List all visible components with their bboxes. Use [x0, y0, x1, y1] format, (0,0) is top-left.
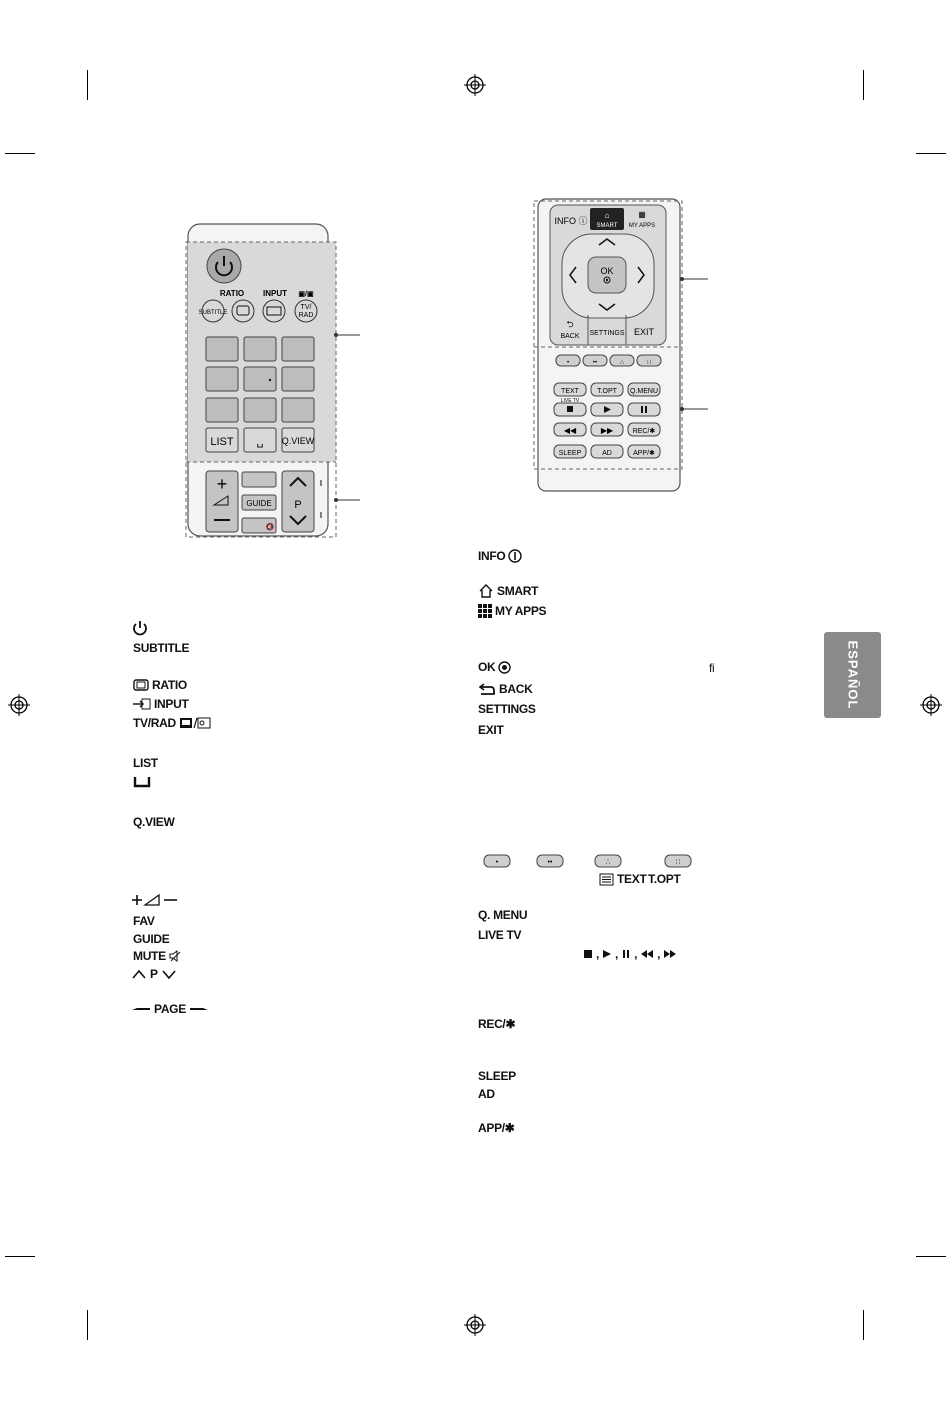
input-label: INPUT — [263, 289, 287, 298]
p-button[interactable]: P — [294, 499, 302, 511]
chevron-down-icon — [161, 968, 177, 980]
svg-text:▶▶: ▶▶ — [600, 426, 614, 435]
fi-fragment: fi — [709, 661, 715, 675]
input-icon — [133, 698, 151, 710]
svg-text:TV/: TV/ — [300, 304, 312, 311]
subtitle-button[interactable]: SUBTITLE — [198, 310, 228, 316]
topt-button[interactable]: T.OPT — [597, 388, 617, 395]
mute-text: MUTE — [133, 949, 166, 963]
back-row — [478, 682, 532, 696]
info-row — [478, 549, 522, 563]
svg-text:RAD: RAD — [298, 312, 314, 319]
language-tab — [824, 632, 881, 718]
guide-label: GUIDE — [133, 932, 170, 946]
sleep-label: SLEEP — [478, 1069, 516, 1083]
myapps-text: MY APPS — [495, 604, 547, 618]
svg-text:▦: ▦ — [638, 210, 646, 219]
back-arrow-icon — [478, 683, 496, 695]
text-button[interactable]: TEXT — [561, 388, 579, 395]
crop-mark — [87, 1310, 88, 1340]
svg-text:+: + — [216, 474, 228, 494]
home-icon — [478, 584, 494, 598]
settings-button[interactable]: SETTINGS — [589, 330, 625, 337]
ok-button[interactable]: OK — [600, 266, 614, 276]
playback-row: , , , , — [583, 947, 677, 961]
crop-mark — [916, 1256, 946, 1257]
ad-label: AD — [478, 1087, 495, 1101]
pause-icon — [621, 949, 631, 959]
registration-mark-icon — [464, 74, 486, 96]
page-row — [131, 1002, 209, 1016]
info-button[interactable]: INFO ⓘ — [554, 216, 588, 226]
smart-text: SMART — [497, 584, 539, 598]
subtitle-label: SUBTITLE — [133, 641, 190, 655]
app-label: APP/✱ — [478, 1121, 515, 1135]
text-row — [599, 872, 646, 886]
sleep-button[interactable]: SLEEP — [558, 450, 582, 457]
text-text: TEXT — [617, 872, 647, 886]
livetv-label: LIVE TV — [478, 928, 522, 942]
svg-text:∴: ∴ — [605, 859, 611, 866]
svg-text:∷: ∷ — [647, 360, 651, 366]
space-button[interactable]: ␣ — [256, 436, 264, 448]
svg-text:⌂: ⌂ — [604, 211, 610, 220]
page-left-icon — [131, 1004, 151, 1014]
qmenu-button[interactable]: Q.MENU — [630, 388, 658, 395]
p-text: P — [150, 967, 158, 981]
topt-label: T.OPT — [648, 872, 681, 886]
rec-button[interactable]: REC/✱ — [632, 428, 656, 435]
page-text: PAGE — [154, 1002, 186, 1016]
smart-button[interactable]: SMART — [596, 223, 618, 229]
chevron-up-icon — [131, 968, 147, 980]
language-tab-label: ESPAÑOL — [845, 640, 860, 710]
myapps-row — [478, 604, 546, 618]
smart-row — [478, 584, 538, 598]
back-button[interactable]: BACK — [560, 333, 580, 340]
space-icon — [133, 776, 151, 788]
volume-icon — [131, 893, 179, 907]
grid-icon — [478, 604, 492, 618]
qview-button[interactable]: Q.VIEW — [281, 436, 315, 446]
svg-text:◀◀: ◀◀ — [563, 426, 577, 435]
page-right-icon — [189, 1004, 209, 1014]
svg-text:▣/▣: ▣/▣ — [298, 291, 314, 298]
teletext-icon — [599, 873, 614, 886]
play-icon — [602, 949, 612, 959]
svg-text:🔇: 🔇 — [265, 524, 275, 531]
exit-label: EXIT — [478, 723, 504, 737]
crop-mark — [863, 70, 864, 100]
app-button[interactable]: APP/✱ — [633, 450, 655, 457]
exit-button[interactable]: EXIT — [633, 327, 655, 337]
svg-text:∴: ∴ — [620, 360, 624, 366]
power-icon — [133, 620, 147, 636]
settings-label: SETTINGS — [478, 702, 536, 716]
crop-mark — [87, 70, 88, 100]
crop-mark — [916, 153, 946, 154]
input-row — [133, 697, 189, 711]
registration-mark-icon — [8, 694, 30, 716]
info-text: INFO — [478, 549, 506, 563]
svg-text:∷: ∷ — [675, 859, 681, 866]
svg-text:⮌: ⮌ — [566, 319, 574, 329]
remote-control-diagram-1 — [180, 222, 370, 540]
svg-text:•: • — [495, 859, 499, 866]
ok-row — [478, 660, 511, 674]
crop-mark — [5, 1256, 35, 1257]
tv-radio-icon — [179, 717, 211, 729]
list-label: LIST — [133, 756, 158, 770]
mute-icon — [169, 950, 181, 962]
livetv-label: LIVE TV — [560, 398, 580, 404]
ok-text: OK — [478, 660, 496, 674]
fav-label: FAV — [133, 914, 155, 928]
back-text: BACK — [499, 682, 533, 696]
list-button[interactable]: LIST — [210, 436, 234, 448]
qview-label: Q.VIEW — [133, 815, 175, 829]
svg-text:••: •• — [592, 360, 598, 366]
svg-text:••: •• — [547, 859, 553, 866]
ad-button[interactable]: AD — [602, 450, 612, 457]
ok-wheel-icon — [498, 661, 511, 674]
ratio-text: RATIO — [152, 678, 187, 692]
stop-icon — [583, 949, 593, 959]
qmenu-label: Q. MENU — [478, 908, 528, 922]
info-icon — [508, 549, 522, 563]
svg-text:•: • — [566, 360, 570, 366]
remote-control-diagram-2 — [528, 197, 718, 495]
guide-button[interactable]: GUIDE — [246, 499, 272, 508]
fast-forward-icon — [663, 949, 677, 959]
mute-row — [133, 949, 181, 963]
registration-mark-icon — [464, 1314, 486, 1336]
color-buttons-row — [482, 854, 694, 868]
crop-mark — [863, 1310, 864, 1340]
tvrad-text: TV/RAD — [133, 716, 176, 730]
crop-mark — [5, 153, 35, 154]
input-text: INPUT — [154, 697, 189, 711]
tvrad-row — [133, 716, 211, 730]
ratio-row — [133, 678, 187, 692]
program-row — [131, 967, 177, 981]
ratio-icon — [133, 679, 149, 691]
rewind-icon — [640, 949, 654, 959]
registration-mark-icon — [920, 694, 942, 716]
rec-label: REC/✱ — [478, 1017, 516, 1031]
ratio-label: RATIO — [219, 289, 245, 298]
myapps-button[interactable]: MY APPS — [628, 223, 656, 229]
